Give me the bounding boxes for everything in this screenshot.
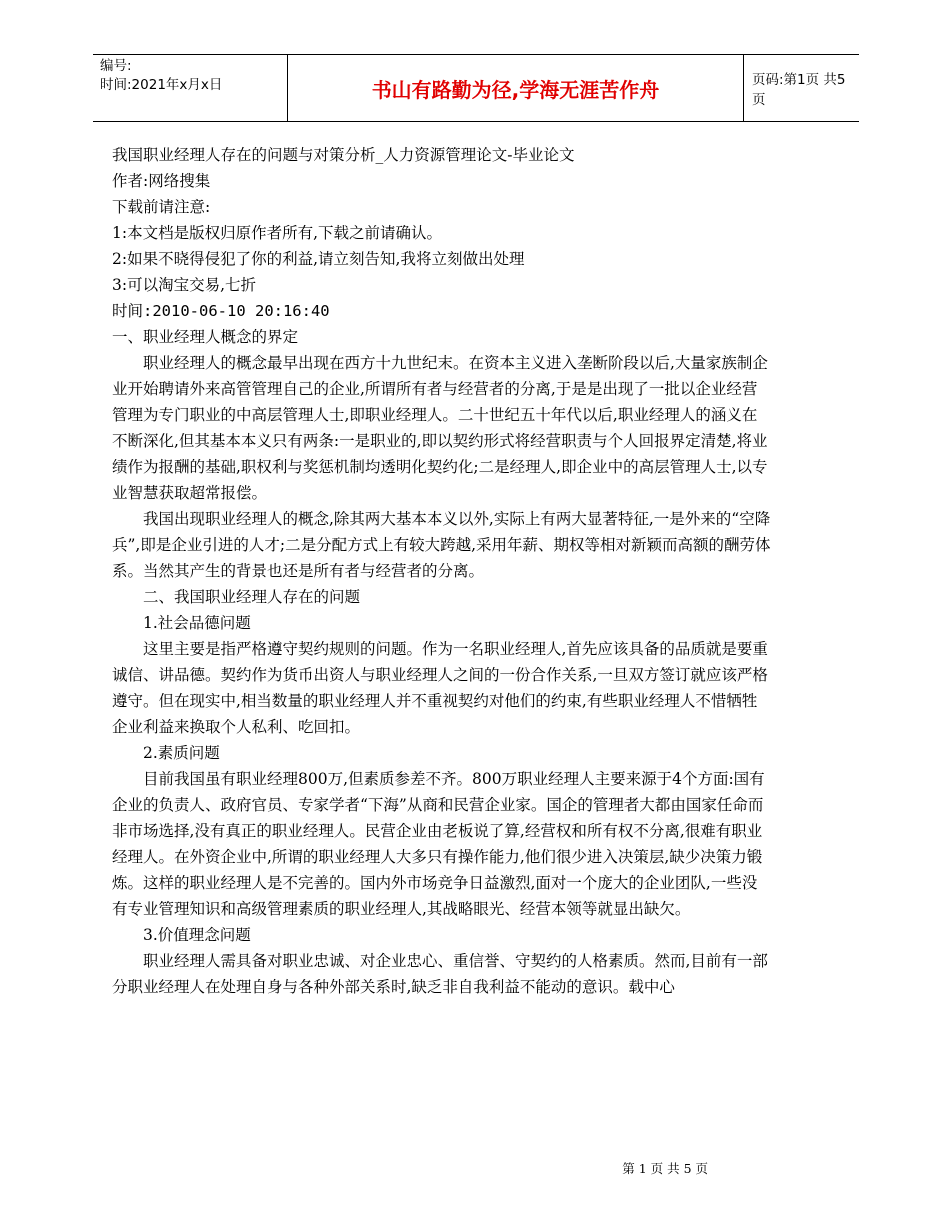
- document-number-label: 编号:: [100, 58, 132, 74]
- subsection-2-heading: 2.素质问题: [143, 744, 220, 762]
- notice-item-1: 1:本文档是版权归原作者所有,下载之前请确认。: [112, 224, 443, 242]
- notice-item-2: 2:如果不晓得侵犯了你的利益,请立刻告知,我将立刻做出处理: [112, 250, 525, 268]
- header-left-cell: [93, 55, 287, 121]
- document-meta: [112, 142, 772, 324]
- notice-item-3: 3:可以淘宝交易,七折: [112, 276, 257, 294]
- page-header: [93, 54, 859, 122]
- header-motto: 书山有路勤为径,学海无涯苦作舟: [287, 55, 744, 121]
- notice-heading: 下载前请注意:: [112, 198, 211, 216]
- page-footer: 第 1 页 共 5 页: [622, 1161, 708, 1176]
- subsection-3-heading: 3.价值理念问题: [143, 926, 251, 944]
- document-time-label: 时间:2021年x月x日: [100, 77, 223, 93]
- section-1-paragraph-2: 我国出现职业经理人的概念,除其两大基本本义以外,实际上有两大显著特征,一是外来的“空降兵”,即是企业引进的人才;二是分配方式上有较大跨越,采用年薪、期权等相对新颖而高额的酬劳体系。当然其产生的背景也还是所有者与经营者的分离。: [112, 510, 771, 580]
- subsection-2-paragraph: 目前我国虽有职业经理800万,但素质参差不齐。800万职业经理人主要来源于4个方面:国有企业的负责人、政府官员、专家学者“下海”从商和民营企业家。国企的管理者大都由国家任命而非市场选择,没有真正的职业经理人。民营企业由老板说了算,经营权和所有权不分离,很难有职业经理人。在外资企业中,所谓的职业经理人大多只有操作能力,他们很少进入决策层,缺少决策力锻炼。这样的职业经理人是不完善的。国内外市场竞争日益激烈,面对一个庞大的企业团队,一些没有专业管理知识和高级管理素质的职业经理人,其战略眼光、经营本领等就显出缺欠。: [112, 770, 765, 918]
- section-1-paragraph-1: 职业经理人的概念最早出现在西方十九世纪末。在资本主义进入垄断阶段以后,大量家族制企业开始聘请外来高管管理自己的企业,所谓所有者与经营者的分离,于是是出现了一批以企业经营管理为专门职业的中高层管理人士,即职业经理人。二十世纪五十年代以后,职业经理人的涵义在不断深化,但其基本本义只有两条:一是职业的,即以契约形式将经营职责与个人回报界定清楚,将业绩作为报酬的基础,职权利与奖惩机制均透明化契约化;二是经理人,即企业中的高层管理人士,以专业智慧获取超常报偿。: [112, 354, 768, 502]
- document-body: [112, 142, 772, 1000]
- article-title: 我国职业经理人存在的问题与对策分析_人力资源管理论文-毕业论文: [112, 146, 575, 164]
- section-1-heading: 一、职业经理人概念的界定: [112, 328, 299, 346]
- article-time: 时间:2010-06-10 20:16:40: [112, 302, 330, 320]
- article-author: 作者:网络搜集: [112, 172, 211, 190]
- header-page-info: 页码:第1页 共5页: [752, 72, 846, 108]
- subsection-1-heading: 1.社会品德问题: [143, 614, 251, 632]
- subsection-1-paragraph: 这里主要是指严格遵守契约规则的问题。作为一名职业经理人,首先应该具备的品质就是要重诚信、讲品德。契约作为货币出资人与职业经理人之间的一份合作关系,一旦双方签订就应该严格遵守。但在现实中,相当数量的职业经理人并不重视契约对他们的约束,有些职业经理人不惜牺牲企业利益来换取个人私利、吃回扣。: [112, 640, 768, 736]
- subsection-3-paragraph: 职业经理人需具备对职业忠诚、对企业忠心、重信誉、守契约的人格素质。然而,目前有一部分职业经理人在处理自身与各种外部关系时,缺乏非自我利益不能动的意识。载中心: [112, 952, 768, 996]
- section-2-heading: 二、我国职业经理人存在的问题: [143, 588, 361, 606]
